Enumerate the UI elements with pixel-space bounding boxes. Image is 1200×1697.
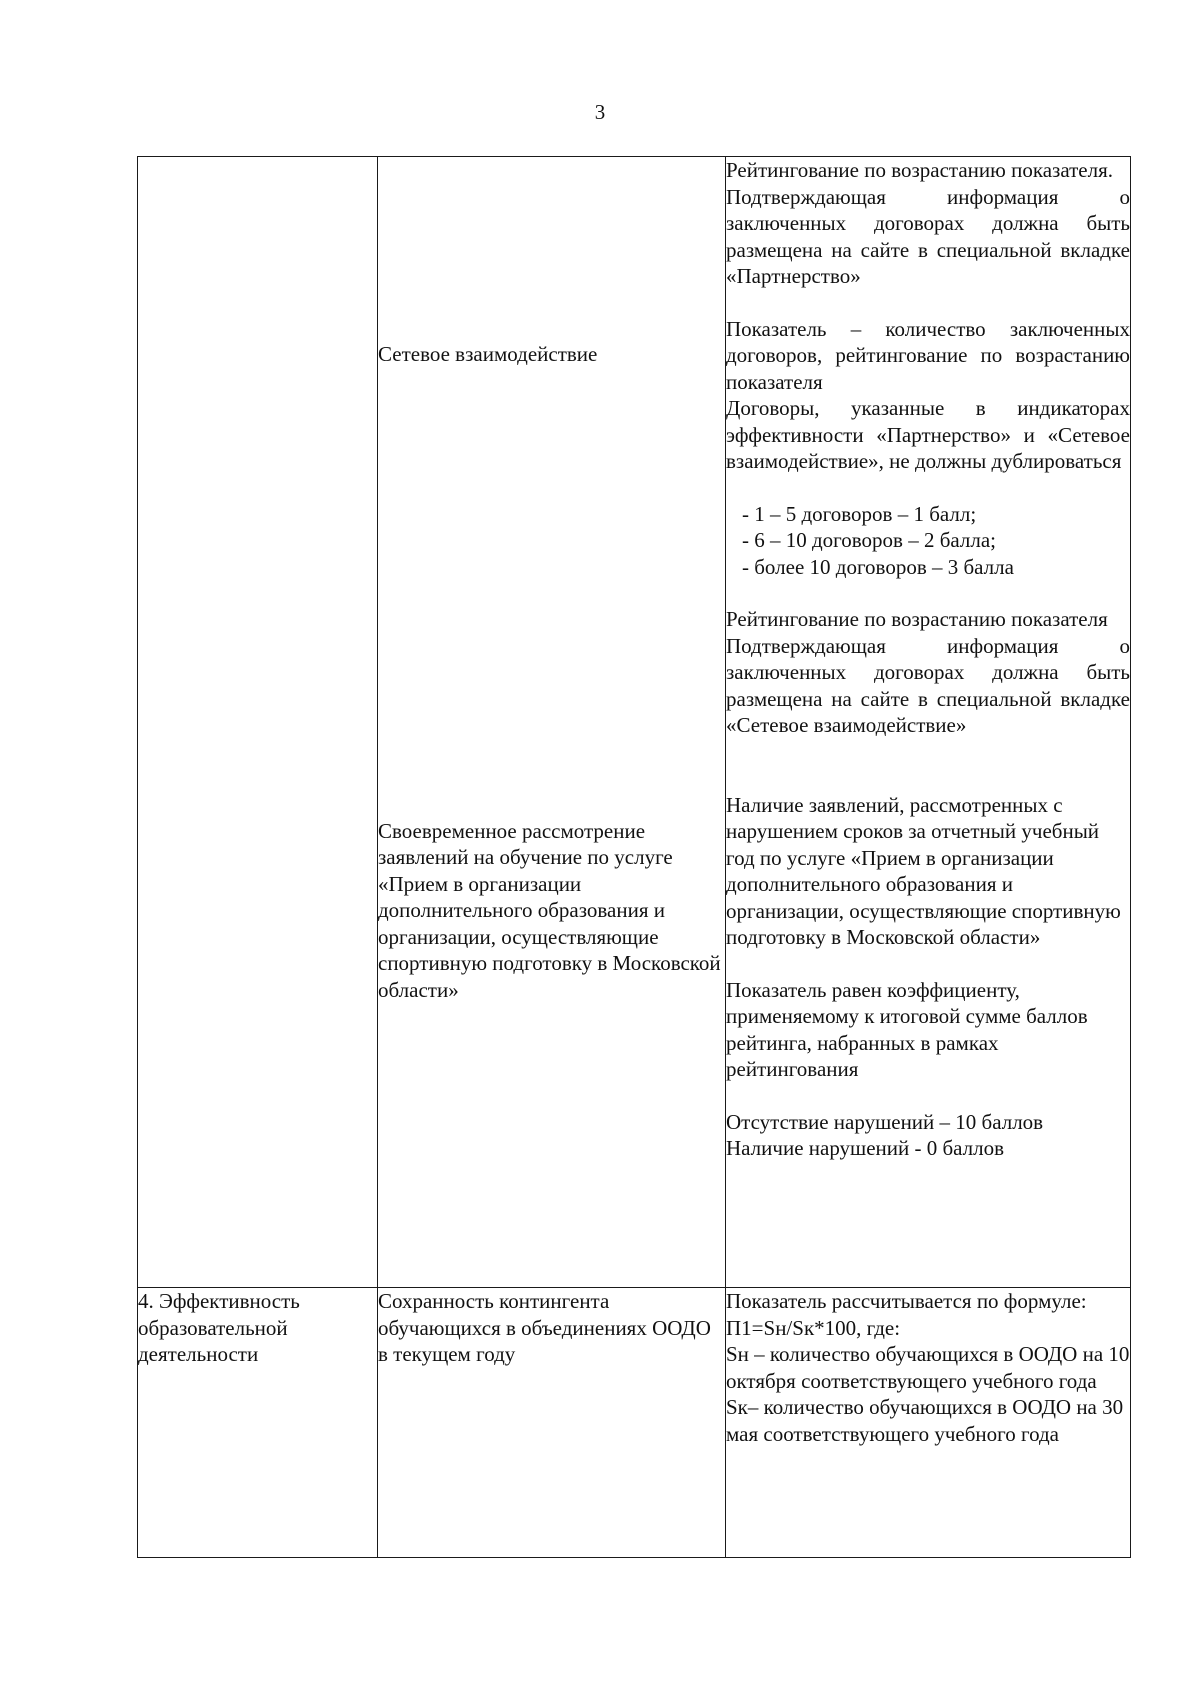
table-row [138,1288,1131,1558]
indicator-cell [378,157,726,1288]
method-text: Показатель равен коэффициенту, применяемому к итоговой сумме баллов рейтинга, набранных в рамках рейтингования [726,977,1088,1081]
method-text: Подтверждающая информация о заключенных договорах должна быть размещена на сайте в специальной вкладке «Партнерство» [726,184,1130,288]
method-cell [726,1288,1131,1558]
page-number: 3 [594,100,606,124]
method-text: Рейтингование по возрастанию показателя [726,607,1108,631]
criteria-table [137,156,1131,1558]
indicator-cell [378,1288,726,1558]
list-item: - 1 – 5 договоров – 1 балл; [742,501,977,526]
method-text: Наличие заявлений, рассмотренных с нарушением сроков за отчетный учебный год по услуге «Прием в организации дополнительного образования и организации, осуществляющие спортивную подготовку в Московской области» [726,792,1121,949]
formula-text: П1=Sн/Sк*100, где: [726,1315,901,1340]
table-row [138,157,1131,1288]
indicator-network: Сетевое взаимодействие [378,342,598,366]
method-text: Наличие нарушений - 0 баллов [726,1136,1005,1160]
method-text: Показатель рассчитывается по формуле: [726,1289,1087,1313]
score-list [726,501,1130,581]
method-cell [726,157,1131,1288]
method-text: Отсутствие нарушений – 10 баллов [726,1109,1044,1134]
criterion-cell [138,157,378,1288]
criterion-cell [138,1288,378,1558]
method-text: Рейтингование по возрастанию показателя. [726,158,1113,182]
method-text: Sк– количество обучающихся в ООДО на 30 мая соответствующего учебного года [726,1395,1124,1446]
indicator-retention: Сохранность контингента обучающихся в объединениях ООДО в текущем году [378,1289,711,1366]
method-text: Подтверждающая информация о заключенных договорах должна быть размещена на сайте в специальной вкладке «Сетевое взаимодействие» [726,633,1130,737]
list-item: - более 10 договоров – 3 балла [742,554,1014,579]
list-item: - 6 – 10 договоров – 2 балла; [742,528,997,552]
indicator-timely-review: Своевременное рассмотрение заявлений на обучение по услуге «Прием в организации дополнительного образования и организации, осуществляющие спортивную подготовку в Московской области» [378,818,721,1002]
method-text: Показатель – количество заключенных договоров, рейтингование по возрастанию показателя [726,316,1130,394]
method-text: Sн – количество обучающихся в ООДО на 10 октября соответствующего учебного года [726,1342,1130,1393]
criterion-text: 4. Эффективность образовательной деятельности [138,1289,300,1366]
method-text: Договоры, указанные в индикаторах эффективности «Партнерство» и «Сетевое взаимодействие», не должны дублироваться [726,396,1130,473]
